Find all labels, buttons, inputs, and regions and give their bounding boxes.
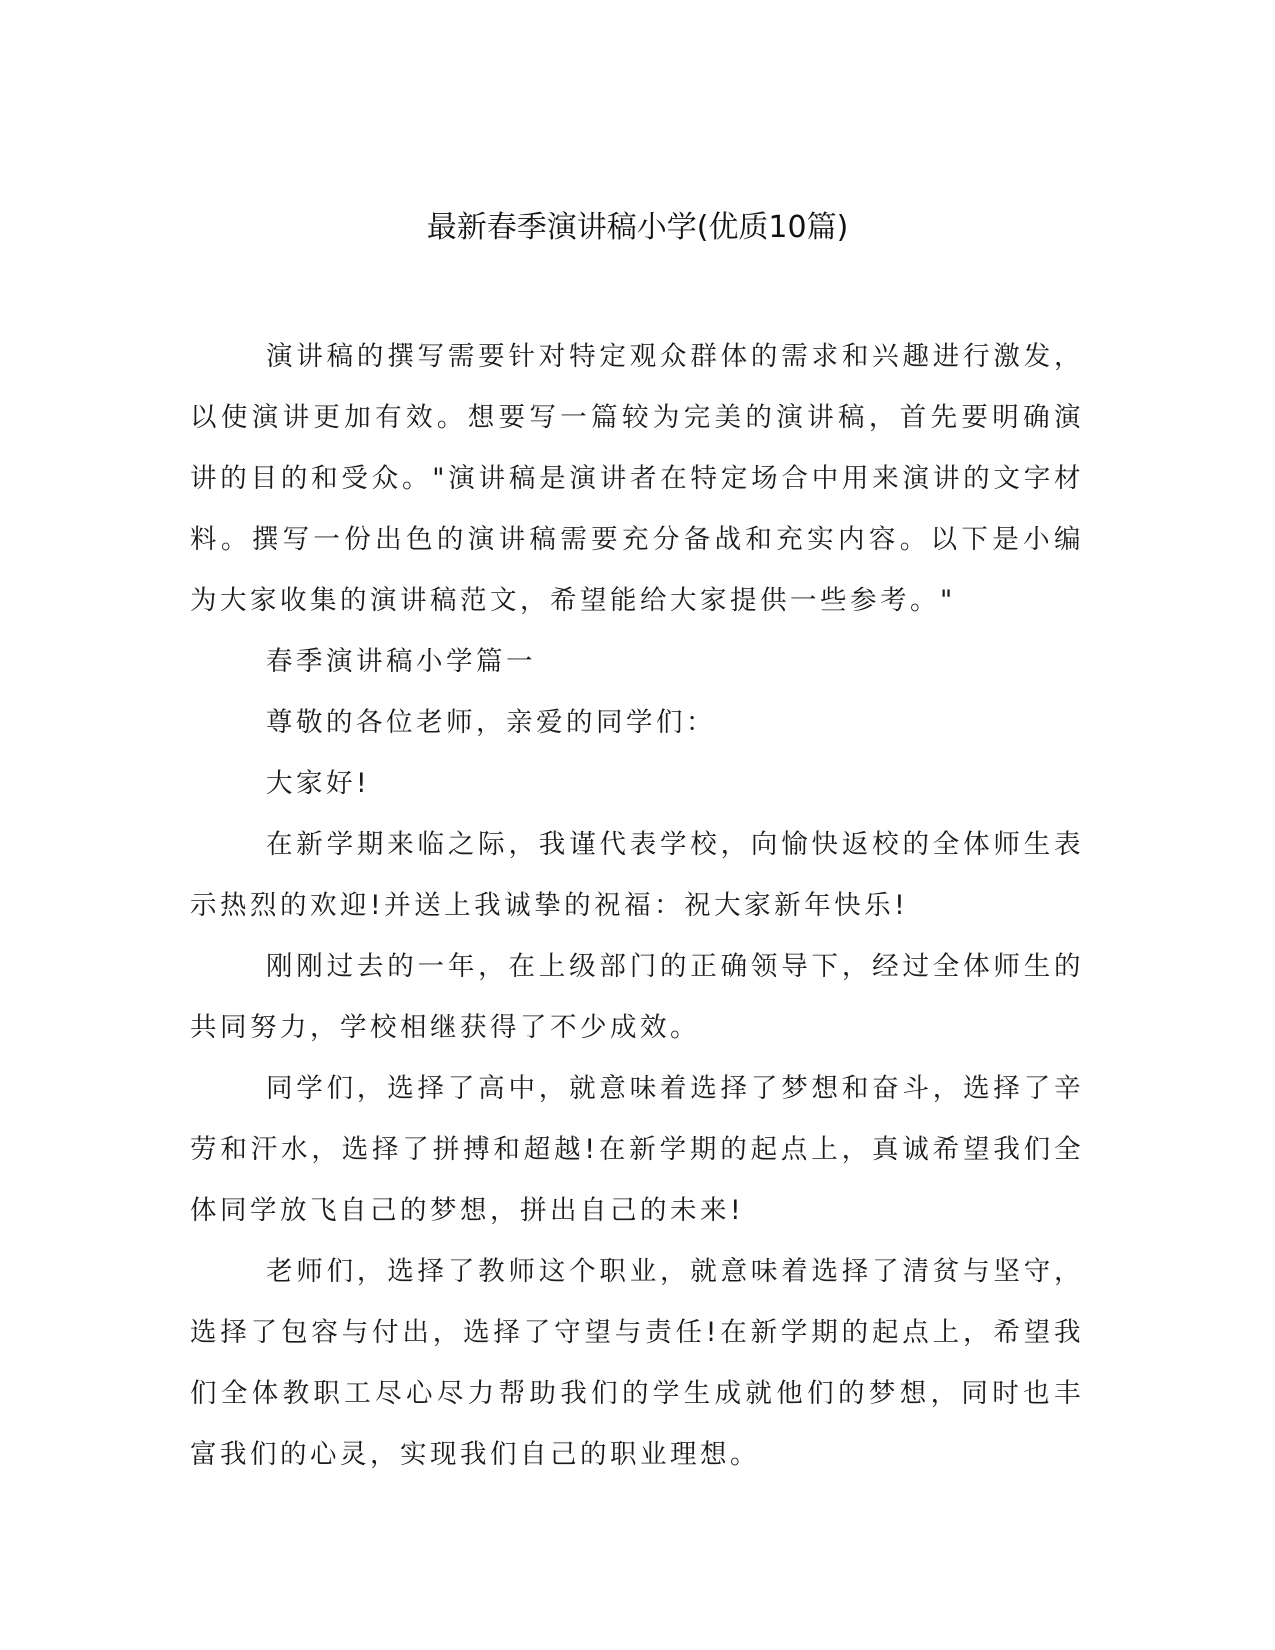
- document-title: 最新春季演讲稿小学(优质10篇): [426, 210, 849, 245]
- greeting: 大家好!: [266, 768, 371, 799]
- paragraph-teachers: 老师们，选择了教师这个职业，就意味着选择了清贫与坚守，选择了包容与付出，选择了守望与责任!在新学期的起点上，希望我们全体教职工尽心尽力帮助我们的学生成就他们的梦想，同时也丰富我们的心灵，实现我们自己的职业理想。: [190, 1256, 1084, 1470]
- salutation: 尊敬的各位老师，亲爱的同学们：: [266, 707, 716, 738]
- paragraph-intro: 演讲稿的撰写需要针对特定观众群体的需求和兴趣进行激发，以使演讲更加有效。想要写一篇较为完美的演讲稿，首先要明确演讲的目的和受众。"演讲稿是演讲者在特定场合中用来演讲的文字材料。撰写一份出色的演讲稿需要充分备战和充实内容。以下是小编为大家收集的演讲稿范文，希望能给大家提供一些参考。": [190, 341, 1084, 616]
- paragraph-past-year: 刚刚过去的一年，在上级部门的正确领导下，经过全体师生的共同努力，学校相继获得了不少成效。: [190, 951, 1084, 1043]
- paragraph-students: 同学们，选择了高中，就意味着选择了梦想和奋斗，选择了辛劳和汗水，选择了拼搏和超越!在新学期的起点上，真诚希望我们全体同学放飞自己的梦想，拼出自己的未来!: [190, 1073, 1084, 1226]
- section-heading: 春季演讲稿小学篇一: [266, 646, 536, 677]
- paragraph-welcome: 在新学期来临之际，我谨代表学校，向愉快返校的全体师生表示热烈的欢迎!并送上我诚挚的祝福：祝大家新年快乐!: [190, 829, 1084, 921]
- document-body: [190, 326, 1084, 1485]
